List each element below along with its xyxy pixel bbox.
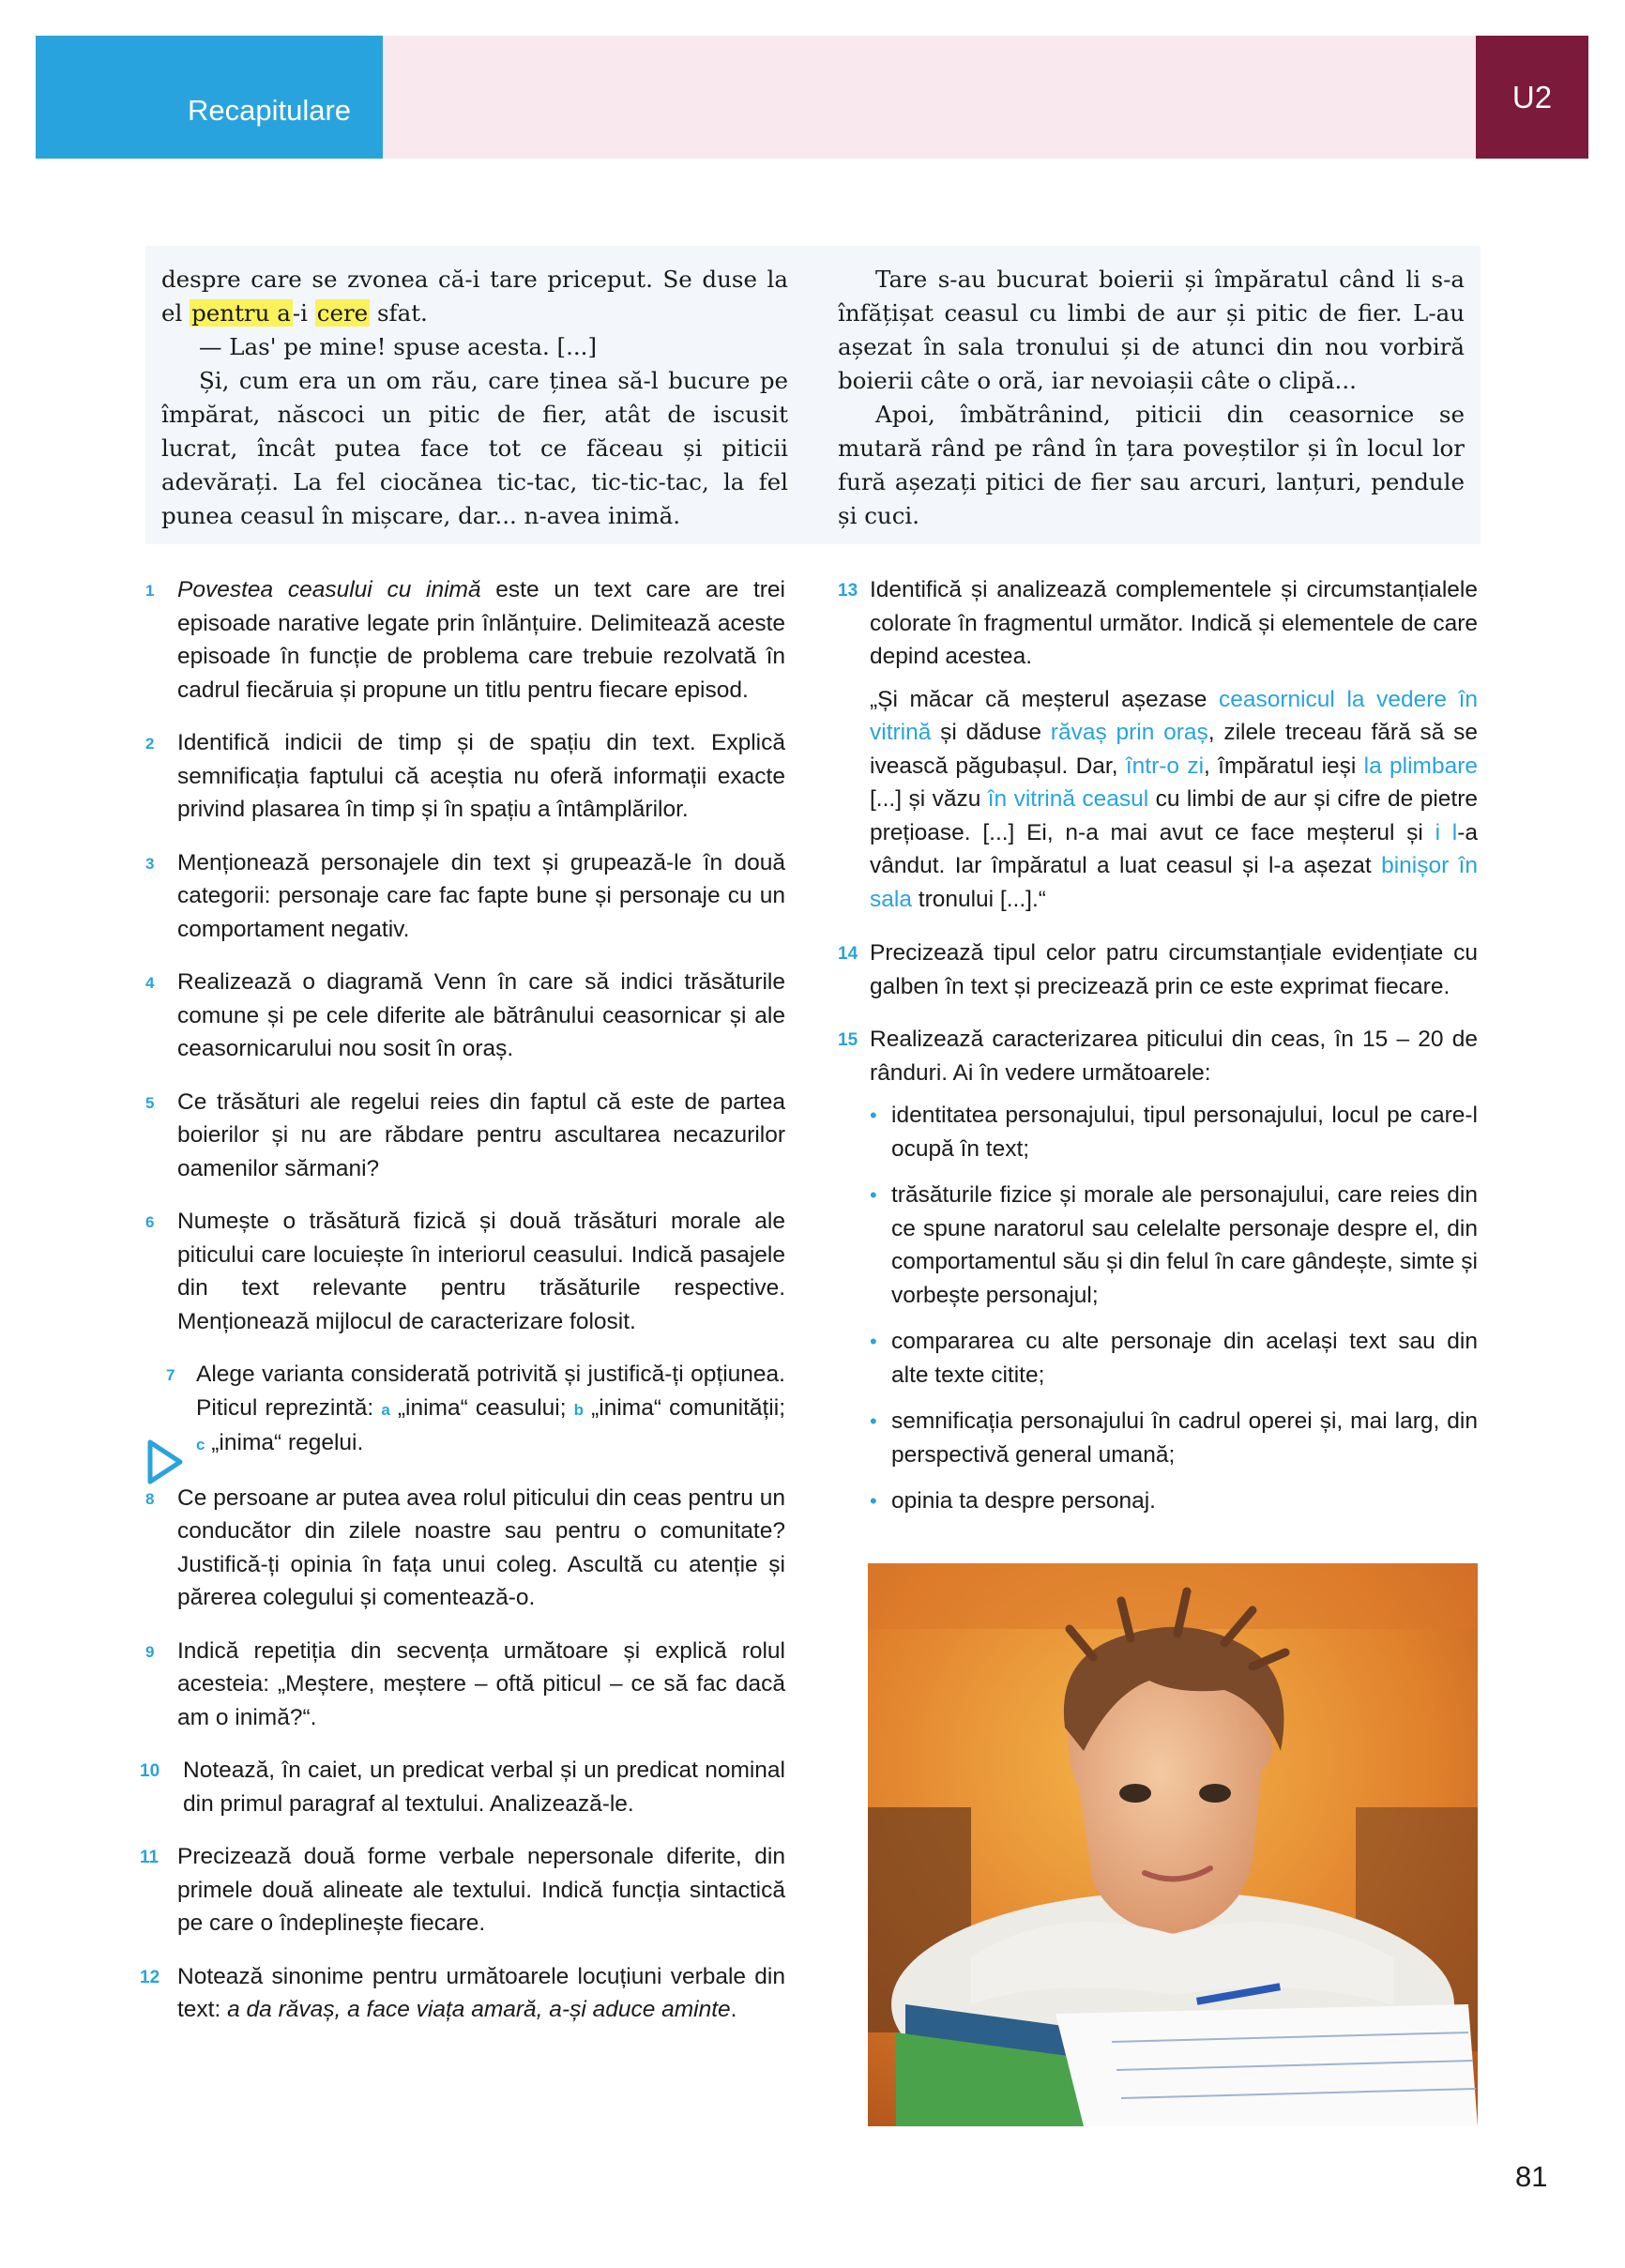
quote-text [1440,820,1452,845]
question-text: Realizează o diagramă Venn în care să indici trăsăturile comune și pe cele diferite ale bătrânului ceasornicar și ale ceasornicarului nou sosit în oraș. [177,969,785,1061]
question-number: 9 [145,1642,155,1661]
list-item-text: compararea cu alte personaje din același text sau din alte texte citite; [891,1329,1478,1388]
option-label: c [196,1436,205,1454]
question-text: Numește o trăsătură fizică și două trăsături morale ale piticului care locuiește în interiorul ceasului. Indică pasajele din text relevante pentru trăsăturile respective. Menționează mijlocul de caracterizare folosit. [177,1209,785,1334]
list-item-text: trăsăturile fizice și morale ale personajului, care reies din ce spune naratorul sau celelalte personaje despre el, din comportamentul său și din felul în care gândește, simte și vorbește personajul; [891,1182,1478,1308]
questions-right-column [838,573,1478,1531]
quote-text: „Și măcar că meșterul așezase [870,686,1219,712]
option-label: b [573,1400,585,1419]
question-15 [838,1023,1478,1089]
question-number: 10 [140,1761,160,1781]
question-number: 7 [166,1366,175,1384]
excerpt-paragraph: Și, cum era un om rău, care ținea să-l bucure pe împărat, născoci un pitic de fier, atât de iscusit lucrat, încât putea face tot ce făceau și piticii adevărați. La fel ciocănea tic-tac, tic-tic-tac, la fel punea ceasul în mișcare, dar... n-avea inimă. [161,367,788,529]
page-number: 81 [1515,2160,1548,2193]
question-8 [145,1482,785,1615]
quote-text: , împăratul ieși [1204,753,1364,779]
excerpt-left-column [161,263,788,533]
option-text: „inima“ comunității; [584,1394,786,1421]
question-number: 4 [145,974,155,992]
question-number: 5 [145,1093,155,1112]
quote-text: cu limbi de aur și cifre de pietre prețioase. [...] Ei, n-a mai avut ce face meșterul și [870,786,1478,845]
list-item [870,1484,1478,1518]
question-number: 13 [838,581,858,601]
bullet-icon: • [870,1104,877,1127]
question-number: 2 [145,735,155,753]
question-body: . [730,1997,737,2022]
option-text: „inima“ regelui. [205,1430,364,1455]
question-text: Precizează tipul celor patru circumstanțiale evidențiate cu galben în text și precizează prin ce este exprimat fiecare. [870,940,1478,999]
bullet-icon: • [870,1489,877,1513]
excerpt-paragraph: Tare s-au bucurat boierii și împăratul când li s-a înfățișat ceasul cu limbi de aur și pitic de fier. L-au așezat în sala tronului și de atunci din nou vorbiră boierii câte o oră, iar nevoiașii câte o clipă... [838,266,1465,394]
questions-left-column [140,573,786,2047]
question-7 [145,1358,785,1462]
question-3 [145,846,785,947]
list-item [870,1405,1478,1471]
question-text: Indică repetiția din secvența următoare și explică rolul acesteia: „Meștere, meștere – oftă piticul – ce să fac dacă am o inimă?“. [177,1637,785,1730]
list-item [870,1099,1478,1165]
question-13 [838,573,1478,674]
question-4 [145,966,785,1066]
question-10 [140,1754,785,1820]
list-item [870,1179,1478,1312]
work-title: Povestea ceasului cu inimă [177,577,481,602]
question-body: Notează sinonime pentru următoarele locuțiuni verbale din text: [177,1963,785,2022]
question-number: 1 [145,582,155,600]
list-item-text: identitatea personajului, tipul personajului, locul pe care-l ocupă în text; [891,1103,1478,1162]
question-text: Realizează caracterizarea piticului din ceas, în 15 – 20 de rânduri. Ai în vedere următoarele: [870,1027,1478,1086]
question-11 [140,1840,785,1941]
bullet-icon: • [870,1330,877,1353]
highlight-circumstantial: cere [316,299,369,327]
colored-complement: binișor în sala [870,853,1478,912]
question-text: Identifică indicii de timp și de spațiu din text. Explică semnificația faptului că aceștia nu oferă informații exacte privind plasarea în timp și în spațiu a întâmplărilor. [177,730,785,822]
question-text [177,573,785,707]
question-number: 11 [140,1848,159,1867]
bullet-icon: • [870,1409,877,1433]
question-text: Menționează personajele din text și grupează-le în două categorii: personaje care fac fapte bune și personaje cu un comportament negativ. [177,849,785,942]
question-text: Precizează două forme verbale nepersonale diferite, din primele două alineate ale textului. Indică funcția sintactică pe care o îndeplinește fiecare. [177,1844,785,1936]
question-5 [145,1086,785,1186]
excerpt-paragraph [161,263,788,330]
idioms-list: a da răvaș, a face viața amară, a-și aduce aminte [227,1997,731,2022]
colored-complement: răvaș prin oraș [1050,720,1208,745]
question-text: Notează, în caiet, un predicat verbal și un predicat nominal din primul paragraf al textului. Analizează-le. [183,1758,785,1817]
quote-text: tronului [...].“ [911,886,1046,912]
excerpt-text: sfat. [370,299,428,327]
question-number: 15 [838,1030,858,1050]
list-item [870,1325,1478,1392]
question-number: 8 [145,1489,155,1508]
question-text [196,1358,785,1462]
colored-complement: într-o zi [1125,753,1205,779]
unit-badge [1476,36,1588,159]
question-number: 6 [145,1213,155,1231]
question-text [177,1960,785,2027]
excerpt-text: -i [292,299,315,327]
triangle-arrow-icon [145,1438,185,1486]
question-1 [145,573,785,707]
option-text: „inima“ ceasului; [389,1394,574,1421]
question-number: 3 [145,854,155,873]
question-number: 14 [838,944,858,964]
list-item-text: semnificația personajului în cadrul operei și, mai larg, din perspectivă general umană; [891,1408,1478,1468]
quoted-fragment [870,683,1478,917]
boy-with-books-photo [868,1563,1478,2126]
colored-complement: ceasornicul la vedere în vitrină [870,686,1479,745]
option-label: a [381,1400,390,1419]
unit-label: U2 [1511,79,1553,114]
excerpt-dialogue: — Las' pe mine! spuse acesta. [...] [199,333,598,360]
highlight-circumstantial: pentru a [191,299,291,327]
colored-complement: i [1435,819,1441,845]
excerpt-paragraph: Apoi, îmbătrânind, piticii din ceasornice se mutară rând pe rând în țara poveștilor și în locul lor fură așezați pitici de fier sau arcuri, lanțuri, pendule și cuci. [838,401,1465,529]
quote-text: și dăduse [931,720,1051,745]
question-body: Alege varianta considerată potrivită și justifică-ți opțiunea. Piticul reprezintă: [196,1362,785,1421]
question-12 [140,1960,785,2027]
colored-complement: la plimbare [1363,753,1478,779]
question-text: Ce persoane ar putea avea rolul piticului din ceas pentru un conducător din zilele noastre sau pentru o comunitate? Justifică-ți opinia în fața unui coleg. Ascultă cu atenție și părerea colegului și comentează-o. [177,1484,785,1610]
colored-complement: în vitrină ceasul [987,786,1149,812]
colored-complement: l [1451,819,1458,845]
question-9 [145,1635,785,1735]
quote-text: , zilele treceau fără să se ivească păgubașul. Dar, [870,720,1478,779]
question-14 [838,936,1478,1003]
header-bar-pink [383,36,1476,159]
excerpt-text: despre care se zvonea că-i tare priceput. Se duse la el [161,266,788,327]
quote-text: -a vândut. Iar împăratul a luat ceasul și l-a așezat [870,819,1478,878]
quote-text: [...] și văzu [870,786,988,812]
list-item-text: opinia ta despre personaj. [891,1488,1156,1514]
question-6 [145,1205,785,1338]
bullet-list [838,1099,1478,1518]
question-body: este un text care are trei episoade narative legate prin înlănțuire. Delimitează aceste episoade în funcție de problema care trebuie rezolvată în cadrul fiecăruia și propune un titlu pentru fiecare episod. [177,577,785,703]
bullet-icon: • [870,1183,877,1207]
section-title: Recapitulare [188,94,352,127]
question-text: Identifică și analizează complementele și circumstanțialele colorate în fragmentul următor. Indică și elementele de care depind acestea. [870,577,1478,669]
question-text: Ce trăsături ale regelui reies din faptul că este de partea boierilor și nu are răbdare pentru ascultarea necazurilor oamenilor sărmani? [177,1088,785,1181]
question-2 [145,726,785,827]
question-number: 12 [140,1967,160,1987]
excerpt-right-column [838,263,1465,533]
